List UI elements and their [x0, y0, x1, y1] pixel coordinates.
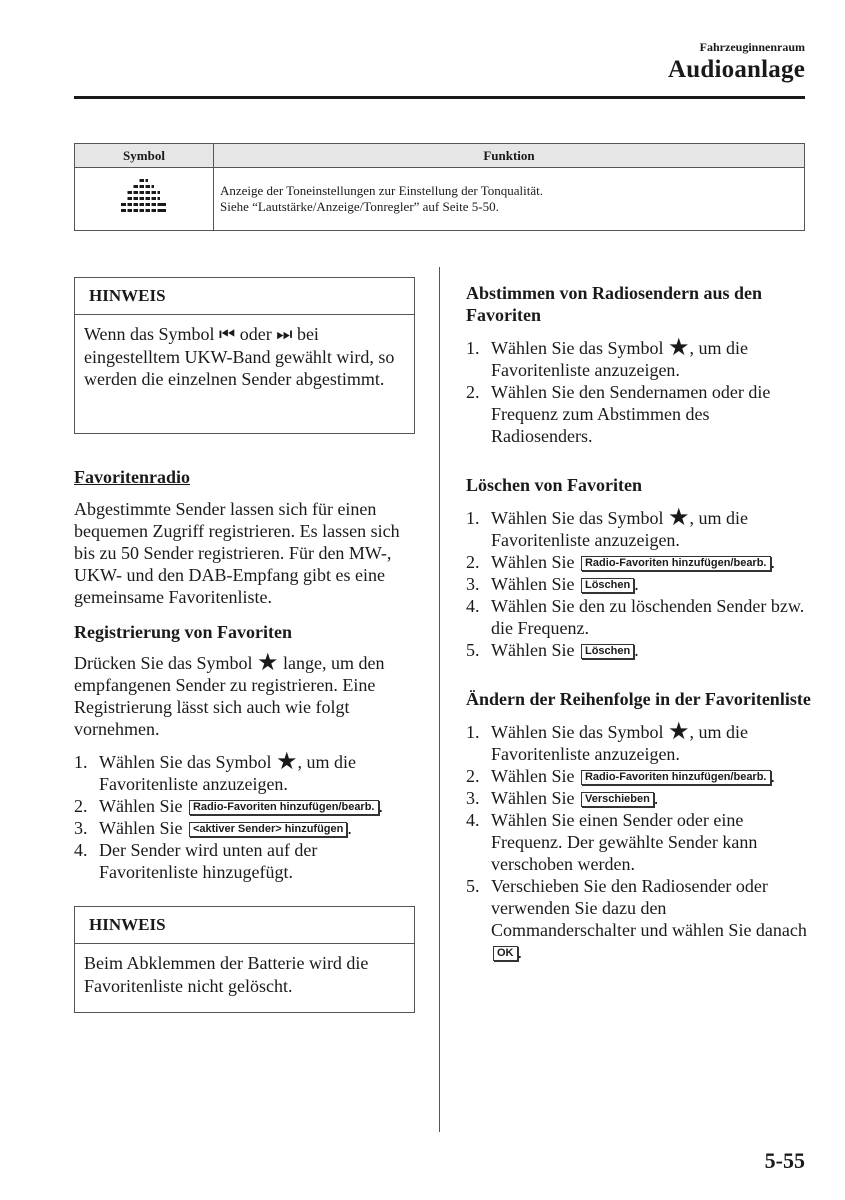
hint-title: HINWEIS — [75, 278, 414, 315]
function-text-line2: Siehe “Lautstärke/Anzeige/Tonregler” auf Seite 5-50. — [220, 199, 499, 214]
list-item: 2. Wählen Sie Radio-Favoriten hinzufügen/bearb. . — [466, 552, 775, 572]
list-item: 1. Wählen Sie das Symbol ★, um die Favoritenliste anzuzeigen. — [74, 749, 356, 794]
heading-favoritenradio: Favoritenradio — [74, 467, 190, 487]
star-icon: ★ — [667, 505, 690, 531]
tune-steps — [466, 337, 811, 447]
move-button: Verschieben — [581, 792, 654, 807]
page-number: 5-55 — [764, 1148, 805, 1173]
list-item: 1. Wählen Sie das Symbol ★, um die Favoritenliste anzuzeigen. — [466, 505, 748, 550]
list-item: 3. Wählen Sie <aktiver Sender> hinzufügen . — [74, 818, 352, 838]
table-header-row — [75, 144, 805, 168]
table-row — [75, 168, 805, 231]
ok-button: OK — [493, 946, 518, 961]
list-item: 5. Verschieben Sie den Radiosender oder verwenden Sie dazu den Commanderschalter und wählen Sie danach OK . — [466, 876, 807, 962]
heading-delete-favorites: Löschen von Favoriten — [466, 475, 643, 495]
radio-favorites-edit-button: Radio-Favoriten hinzufügen/bearb. — [581, 770, 771, 785]
heading-registration: Registrierung von Favoriten — [74, 622, 292, 642]
symbol-cell — [75, 168, 214, 231]
radio-favorites-edit-button: Radio-Favoriten hinzufügen/bearb. — [189, 800, 379, 815]
registration-text: Drücken Sie das Symbol ★ lange, um den empfangenen Sender zu registrieren. Eine Registrierung lässt sich auch wie folgt vornehmen. — [74, 650, 385, 739]
star-icon: ★ — [667, 335, 690, 361]
column-header-function: Funktion — [214, 144, 805, 168]
symbol-table — [74, 143, 805, 231]
seek-back-icon: ⏮ — [219, 324, 236, 344]
right-column — [466, 282, 811, 963]
add-active-station-button: <aktiver Sender> hinzufügen — [189, 822, 347, 837]
star-icon: ★ — [667, 719, 690, 745]
favoriten-intro: Abgestimmte Sender lassen sich für einen bequemen Zugriff registrieren. Es lassen sich bis zu 50 Sender registrieren. Für den MW-, UKW- und den DAB-Empfang gibt es eine gemeinsame Favoritenliste. — [74, 499, 400, 607]
column-divider — [439, 267, 440, 1132]
list-item: 2. Wählen Sie Radio-Favoriten hinzufügen/bearb. . — [74, 796, 383, 816]
list-item: 1. Wählen Sie das Symbol ★, um die Favoritenliste anzuzeigen. — [466, 335, 748, 380]
function-cell — [214, 168, 805, 231]
list-item: 5. Wählen Sie Löschen . — [466, 640, 639, 660]
list-item: 3. Wählen Sie Verschieben . — [466, 788, 659, 808]
delete-button: Löschen — [581, 644, 634, 659]
header-divider — [74, 96, 805, 99]
equalizer-icon — [120, 177, 168, 217]
list-item: 4. Wählen Sie einen Sender oder eine Frequenz. Der gewählte Sender kann verschoben werden. — [466, 810, 758, 874]
hint-body: Wenn das Symbol ⏮ oder ⏭ bei eingestelltem UKW-Band gewählt wird, so werden die einzelnen Sender abgestimmt. — [84, 324, 395, 389]
list-item: 2. Wählen Sie den Sendernamen oder die Frequenz zum Abstimmen des Radiosenders. — [466, 382, 771, 446]
hint-box-seek — [74, 277, 415, 434]
seek-forward-icon: ⏭ — [276, 324, 293, 344]
column-header-symbol: Symbol — [75, 144, 214, 168]
heading-reorder-favorites: Ändern der Reihenfolge in der Favoritenliste — [466, 689, 811, 709]
list-item: 2. Wählen Sie Radio-Favoriten hinzufügen/bearb. . — [466, 766, 775, 786]
heading-tune-favorites: Abstimmen von Radiosendern aus den Favoriten — [466, 283, 763, 325]
delete-button: Löschen — [581, 578, 634, 593]
star-icon: ★ — [275, 749, 298, 775]
reorder-steps — [466, 721, 811, 963]
function-text-line1: Anzeige der Toneinstellungen zur Einstellung der Tonqualität. — [220, 183, 543, 198]
registration-steps — [74, 751, 419, 883]
star-icon: ★ — [256, 650, 279, 676]
page-title: Audioanlage — [668, 56, 805, 83]
list-item: 4. Wählen Sie den zu löschenden Sender bzw. die Frequenz. — [466, 596, 805, 638]
left-column — [74, 466, 419, 883]
list-item: 1. Wählen Sie das Symbol ★, um die Favoritenliste anzuzeigen. — [466, 719, 748, 764]
list-item: 3. Wählen Sie Löschen . — [466, 574, 639, 594]
section-label: Fahrzeuginnenraum — [699, 40, 805, 54]
delete-steps — [466, 507, 811, 661]
list-item: 4. Der Sender wird unten auf der Favoritenliste hinzugefügt. — [74, 840, 318, 882]
hint-title: HINWEIS — [75, 907, 414, 944]
hint-body: Beim Abklemmen der Batterie wird die Favoritenliste nicht gelöscht. — [84, 953, 369, 996]
radio-favorites-edit-button: Radio-Favoriten hinzufügen/bearb. — [581, 556, 771, 571]
hint-box-battery — [74, 906, 415, 1013]
